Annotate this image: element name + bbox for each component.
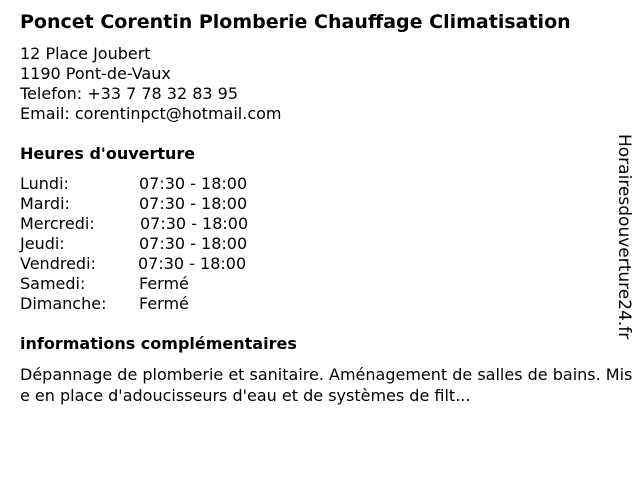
day-label: Vendredi:	[20, 254, 96, 273]
day-label: Samedi:	[20, 274, 86, 293]
city-address: 1190 Pont-de-Vaux	[20, 64, 171, 83]
time-value: Fermé	[139, 294, 189, 313]
time-value: 07:30 - 18:00	[140, 214, 249, 233]
day-label: Dimanche:	[20, 294, 107, 313]
email-address: Email: corentinpct@hotmail.com	[20, 104, 282, 123]
description-text: Dépannage de plomberie et sanitaire. Aménagement de salles de bains. Mise en place d'adoucisseurs d'eau et de systèmes de filt...	[20, 365, 633, 405]
watermark-text: Horairesdouverture24.fr	[614, 134, 634, 340]
day-label: Mardi:	[20, 194, 70, 213]
info-heading: informations complémentaires	[20, 334, 297, 353]
business-name: Poncet Corentin Plomberie Chauffage Climatisation	[20, 11, 571, 33]
phone-number: Telefon: +33 7 78 32 83 95	[20, 84, 239, 103]
contact-block	[20, 44, 282, 124]
time-value: 07:30 - 18:00	[139, 234, 248, 253]
day-label: Jeudi:	[20, 234, 65, 253]
time-value: 07:30 - 18:00	[139, 194, 248, 213]
hours-heading: Heures d'ouverture	[20, 144, 196, 163]
day-label: Lundi:	[20, 174, 69, 193]
time-value: 07:30 - 18:00	[138, 254, 247, 273]
time-value: 07:30 - 18:00	[139, 174, 248, 193]
day-label: Mercredi:	[20, 214, 95, 233]
watermark	[612, 134, 636, 344]
street-address: 12 Place Joubert	[20, 44, 151, 63]
time-value: Fermé	[139, 274, 189, 293]
